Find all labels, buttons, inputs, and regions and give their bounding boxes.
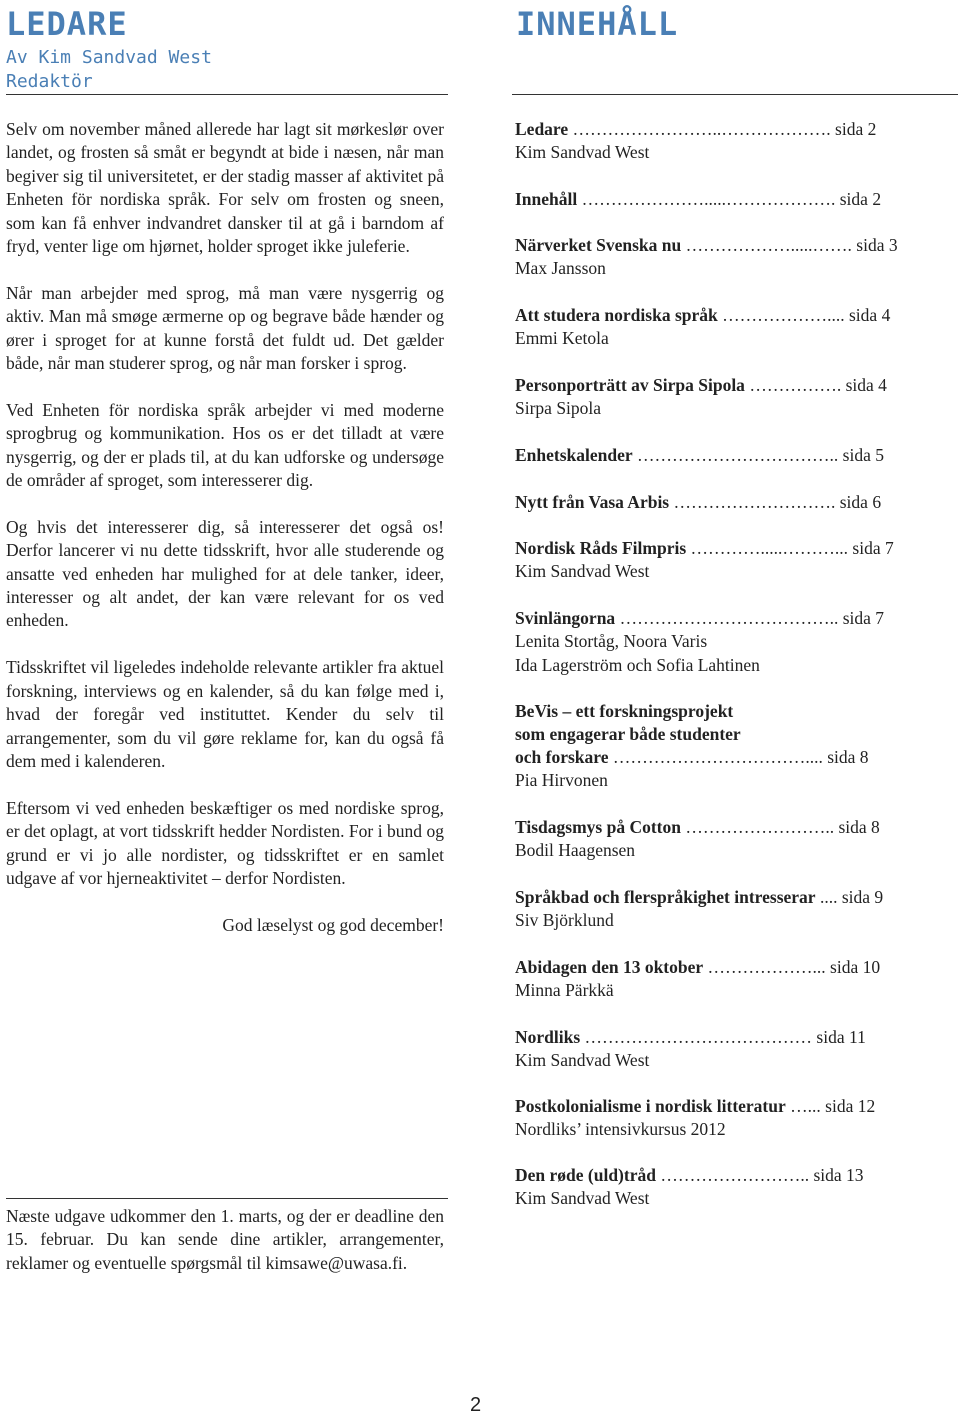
toc-entry-author: Kim Sandvad West	[515, 1188, 650, 1209]
toc-entry-title: BeVis – ett forskningsprojekt	[515, 701, 734, 721]
toc-entry	[515, 816, 955, 863]
toc-entry-title: Språkbad och flerspråkighet intresserar	[515, 887, 816, 907]
toc-line	[515, 816, 955, 839]
toc-entry	[515, 700, 955, 723]
contents-divider	[512, 94, 958, 95]
toc-entry	[515, 607, 955, 677]
toc-entry-author: Emmi Ketola	[515, 328, 609, 349]
toc-line	[515, 188, 955, 211]
toc-entry-title: Nordliks	[515, 1027, 581, 1047]
footer-divider	[6, 1198, 448, 1199]
toc-entry	[515, 956, 955, 1003]
toc-line	[515, 444, 955, 467]
toc-entry	[515, 234, 955, 281]
toc-entry-title: Närverket Svenska nu	[515, 235, 682, 255]
toc-entry-author: Pia Hirvonen	[515, 770, 608, 791]
contents-title: INNEHÅLL	[516, 5, 679, 43]
toc-line	[515, 234, 955, 257]
byline	[6, 46, 212, 94]
toc-page-ref: sida 6	[839, 492, 882, 512]
toc-entry-title: och forskare	[515, 747, 609, 767]
editorial-paragraph: Når man arbejder med sprog, må man være nysgerrig og aktiv. Man må smøge ærmerne op og begrave både hænder og ører i sproget for at kunne forstå det fuldt ud. Det gælder både, når man studerer sprog, og når man forsker i sprog.	[6, 282, 444, 374]
byline-role: Redaktör	[6, 71, 93, 92]
toc-page-ref: sida 8	[838, 817, 880, 837]
toc-page-ref: sida 13	[813, 1165, 864, 1185]
toc-entry-title: Tisdagsmys på Cotton	[515, 817, 681, 837]
editorial-signoff: God læselyst og god december!	[222, 914, 444, 935]
toc-line	[515, 537, 955, 560]
toc-line	[515, 886, 955, 909]
toc-line	[515, 1095, 955, 1118]
byline-author: Av Kim Sandvad West	[6, 47, 212, 68]
toc-entry	[515, 537, 955, 584]
toc-dot-leader: ………………...	[703, 957, 831, 977]
toc-entry	[515, 444, 955, 467]
toc-entry	[515, 746, 955, 793]
toc-entry-author: Bodil Haagensen	[515, 840, 636, 861]
toc-entry-title: Nytt från Vasa Arbis	[515, 492, 670, 512]
toc-page-ref: sida 5	[842, 445, 884, 465]
toc-line	[515, 1164, 955, 1187]
toc-entry-author: Minna Pärkkä	[515, 980, 614, 1001]
toc-entry	[515, 374, 955, 421]
toc-page-ref: sida 7	[842, 608, 885, 628]
toc-entry-author: Sirpa Sipola	[515, 398, 602, 419]
toc-entry-author: Kim Sandvad West	[515, 1050, 650, 1071]
editorial-paragraph: Og hvis det interesserer dig, så interesserer det også os! Derfor lancerer vi nu dette tidsskrift, hvor alle studerende og ansatte ved enheden har mulighed for at dele tanker, ideer, interesser og alt andet, der kan være relevant for os ved enheden.	[6, 516, 444, 631]
toc-page-ref: sida 4	[845, 375, 887, 395]
toc-dot-leader: ………………….....……………….	[577, 189, 840, 209]
toc-page-ref: sida 10	[830, 957, 881, 977]
toc-entry-author: Kim Sandvad West	[515, 142, 650, 163]
toc-page-ref: sida 12	[825, 1096, 876, 1116]
toc-line	[515, 607, 955, 630]
toc-entry	[515, 304, 955, 351]
toc-page-ref: sida 7	[852, 538, 894, 558]
toc-entry-title: Ledare	[515, 119, 569, 139]
toc-entry	[515, 1095, 955, 1142]
toc-entry-title: Svinlängorna	[515, 608, 616, 628]
toc-page-ref: sida 4	[849, 305, 891, 325]
toc-page-ref: sida 2	[835, 119, 877, 139]
toc-entry-author: Lenita Stortåg, Noora Varis	[515, 631, 708, 652]
toc-line	[515, 700, 955, 723]
toc-entry-title: som engagerar både studenter	[515, 724, 741, 744]
next-issue-note: Næste udgave udkommer den 1. marts, og der er deadline den 15. februar. Du kan sende dine artikler, arrangementer, reklamer og eventuelle spørgsmål til kimsawe@uwasa.fi.	[6, 1206, 444, 1273]
toc-entry	[515, 491, 955, 514]
editorial-paragraph: Eftersom vi ved enheden beskæftiger os med nordiske sprog, er det oplagt, at vort tidsskrift hedder Nordisten. For i bund og grund er vi jo alle nordister, og tidsskriftet er en samlet udgave af vor hjerneaktivitet – derfor Nordisten.	[6, 797, 444, 888]
toc-entry-author: Ida Lagerström och Sofia Lahtinen	[515, 654, 760, 675]
toc-entry	[515, 188, 955, 211]
toc-page-ref: sida 11	[816, 1027, 866, 1047]
toc-dot-leader: …...	[785, 1096, 826, 1116]
toc-line	[515, 723, 955, 746]
toc-line	[515, 304, 955, 327]
editorial-divider	[6, 94, 448, 95]
editorial-title: LEDARE	[6, 5, 128, 43]
toc-entry-title: Den røde (uld)tråd	[515, 1165, 656, 1185]
editorial-paragraph: Selv om november måned allerede har lagt sit mørkeslør over landet, og frosten så småt er begyndt at bide i næsen, når man begiver sig til universitetet, er der stadig masser af aktivitet på Enheten för nordiska språk. For selv om frosten og sneen, som kan få enhver indvandret dansker til at gå i barndom af fryd, venter lige om hjørnet, holder sproget ikke juleferie.	[6, 119, 444, 257]
toc-entry-title: Innehåll	[515, 189, 578, 209]
toc-dot-leader: ………………………………..	[615, 608, 843, 628]
toc-entry-title: Att studera nordiska språk	[515, 305, 718, 325]
toc-entry	[515, 1026, 955, 1073]
toc-page-ref: sida 2	[839, 189, 882, 209]
toc-line	[515, 956, 955, 979]
editorial-paragraph: Ved Enheten för nordiska språk arbejder vi med moderne sprogbrug og kommunikation. Hos os er det tilladt at være nysgerrig, og der er plads til, at du kan udforske og undersøge de områder af sproget, som interesserer dig.	[6, 399, 444, 491]
toc-dot-leader: ……………….....…….	[681, 235, 857, 255]
toc-entry-title: Enhetskalender	[515, 445, 633, 465]
toc-page-ref: sida 8	[827, 747, 869, 767]
toc-line	[515, 746, 955, 769]
toc-dot-leader: …………………………………	[580, 1027, 817, 1047]
toc-dot-leader: …………….	[744, 375, 846, 395]
toc-dot-leader: ……………………..	[680, 817, 839, 837]
toc-entry-author: Nordliks’ intensivkursus 2012	[515, 1119, 726, 1140]
toc-dot-leader: ……………………..……………….	[568, 119, 836, 139]
toc-entry-author: Kim Sandvad West	[515, 561, 650, 582]
page-number: 2	[470, 1394, 482, 1416]
toc-page-ref: sida 3	[856, 235, 898, 255]
toc-entry-author: Max Jansson	[515, 258, 606, 279]
toc-dot-leader: ……………………..	[655, 1165, 814, 1185]
toc-entry	[515, 723, 955, 746]
toc-line	[515, 491, 955, 514]
toc-dot-leader: ………………....	[717, 305, 849, 325]
toc-dot-leader: ....	[815, 887, 842, 907]
toc-entry	[515, 1164, 955, 1211]
toc-entry-author: Siv Björklund	[515, 910, 614, 931]
toc-page-ref: sida 9	[841, 887, 884, 907]
toc-dot-leader: ……………………………..	[632, 445, 843, 465]
toc-entry-title: Abidagen den 13 oktober	[515, 957, 704, 977]
toc-line	[515, 374, 955, 397]
toc-line	[515, 1026, 955, 1049]
toc-entry-title: Nordisk Råds Filmpris	[515, 538, 687, 558]
toc-dot-leader: ……………………….	[669, 492, 840, 512]
editorial-paragraph: Tidsskriftet vil ligeledes indeholde relevante artikler fra aktuel forskning, interviews og en kalender, så du kan følge med i, hvad der foregår ved instituttet. Kender du selv til arrangementer, som du vil gøre reklame for, kan du også få dem med i kalenderen.	[6, 657, 444, 771]
toc-dot-leader: ………….....………...	[686, 538, 853, 558]
toc-entry	[515, 118, 955, 165]
editorial-body	[6, 118, 444, 961]
toc-entry	[515, 886, 955, 933]
toc-entry-title: Personporträtt av Sirpa Sipola	[515, 375, 745, 395]
toc-line	[515, 118, 955, 141]
toc-dot-leader: ……………………………....	[608, 747, 828, 767]
toc-entry-title: Postkolonialisme i nordisk litteratur	[515, 1096, 786, 1116]
